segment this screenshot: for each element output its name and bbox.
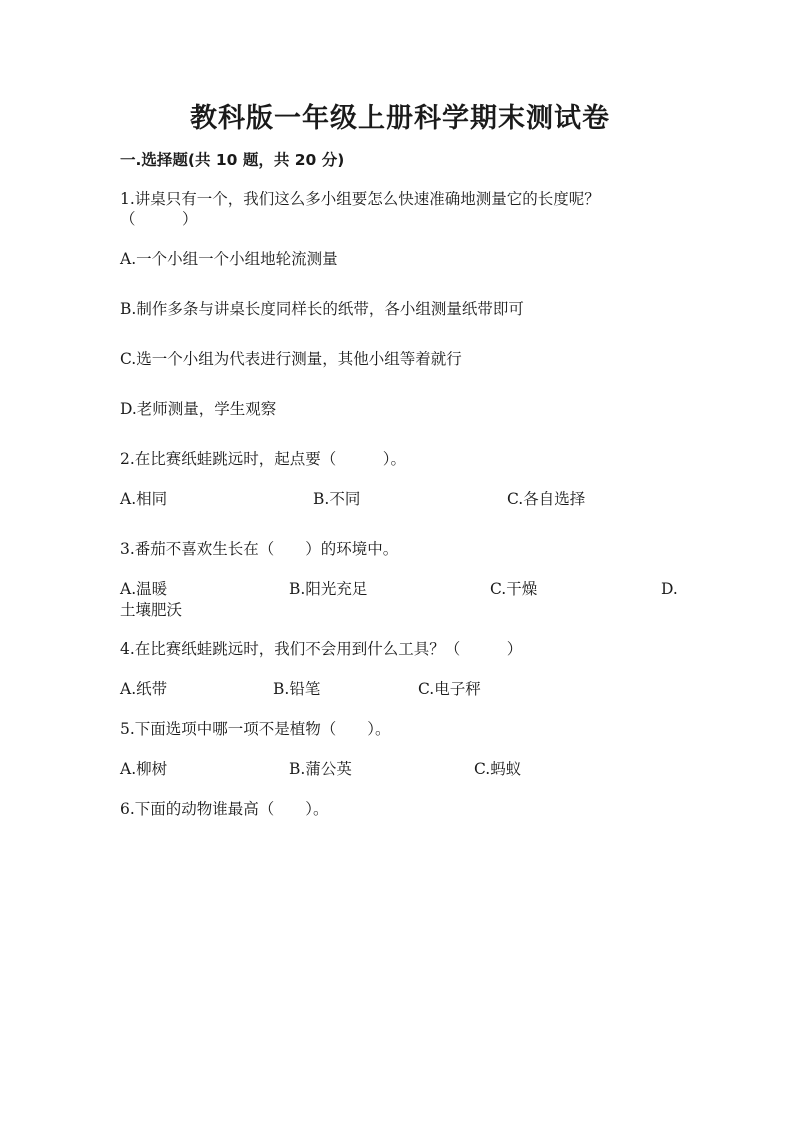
question-4-option-c: C.电子秤 xyxy=(418,680,481,698)
question-1-stem: 1.讲桌只有一个，我们这么多小组要怎么快速准确地测量它的长度呢？ xyxy=(120,190,600,208)
question-5-option-c: C.蚂蚁 xyxy=(474,760,522,778)
question-5-stem: 5.下面选项中哪一项不是植物（ ）。 xyxy=(120,720,391,738)
question-3-option-c: C.干燥 xyxy=(490,580,538,598)
question-3-option-b: B.阳光充足 xyxy=(289,580,368,598)
question-4-stem: 4.在比赛纸蛙跳远时，我们不会用到什么工具？（ ） xyxy=(120,640,523,658)
question-5-option-b: B.蒲公英 xyxy=(289,760,352,778)
question-6-stem: 6.下面的动物谁最高（ ）。 xyxy=(120,800,329,818)
question-3-stem: 3.番茄不喜欢生长在（ ）的环境中。 xyxy=(120,540,399,558)
question-1-option-b: B.制作多条与讲桌长度同样长的纸带，各小组测量纸带即可 xyxy=(120,300,524,318)
question-5-option-a: A.柳树 xyxy=(120,760,168,778)
question-1-option-d: D.老师测量，学生观察 xyxy=(120,400,277,418)
question-3-option-d-label: D. xyxy=(661,580,678,598)
question-1-blank: （ ） xyxy=(120,210,198,228)
question-2-option-a: A.相同 xyxy=(120,490,168,508)
exam-title: 教科版一年级上册科学期末测试卷 xyxy=(190,103,610,134)
question-4-option-b: B.铅笔 xyxy=(273,680,321,698)
question-1-option-c: C.选一个小组为代表进行测量，其他小组等着就行 xyxy=(120,350,462,368)
question-3-option-d-text: 土壤肥沃 xyxy=(120,601,183,619)
section-heading: 一.选择题(共 10 题，共 20 分) xyxy=(120,151,345,169)
question-2-option-b: B.不同 xyxy=(313,490,361,508)
question-4-option-a: A.纸带 xyxy=(120,680,168,698)
question-2-option-c: C.各自选择 xyxy=(507,490,586,508)
question-3-option-a: A.温暖 xyxy=(120,580,168,598)
question-2-stem: 2.在比赛纸蛙跳远时，起点要（ ）。 xyxy=(120,450,407,468)
question-1-option-a: A.一个小组一个小组地轮流测量 xyxy=(120,250,338,268)
